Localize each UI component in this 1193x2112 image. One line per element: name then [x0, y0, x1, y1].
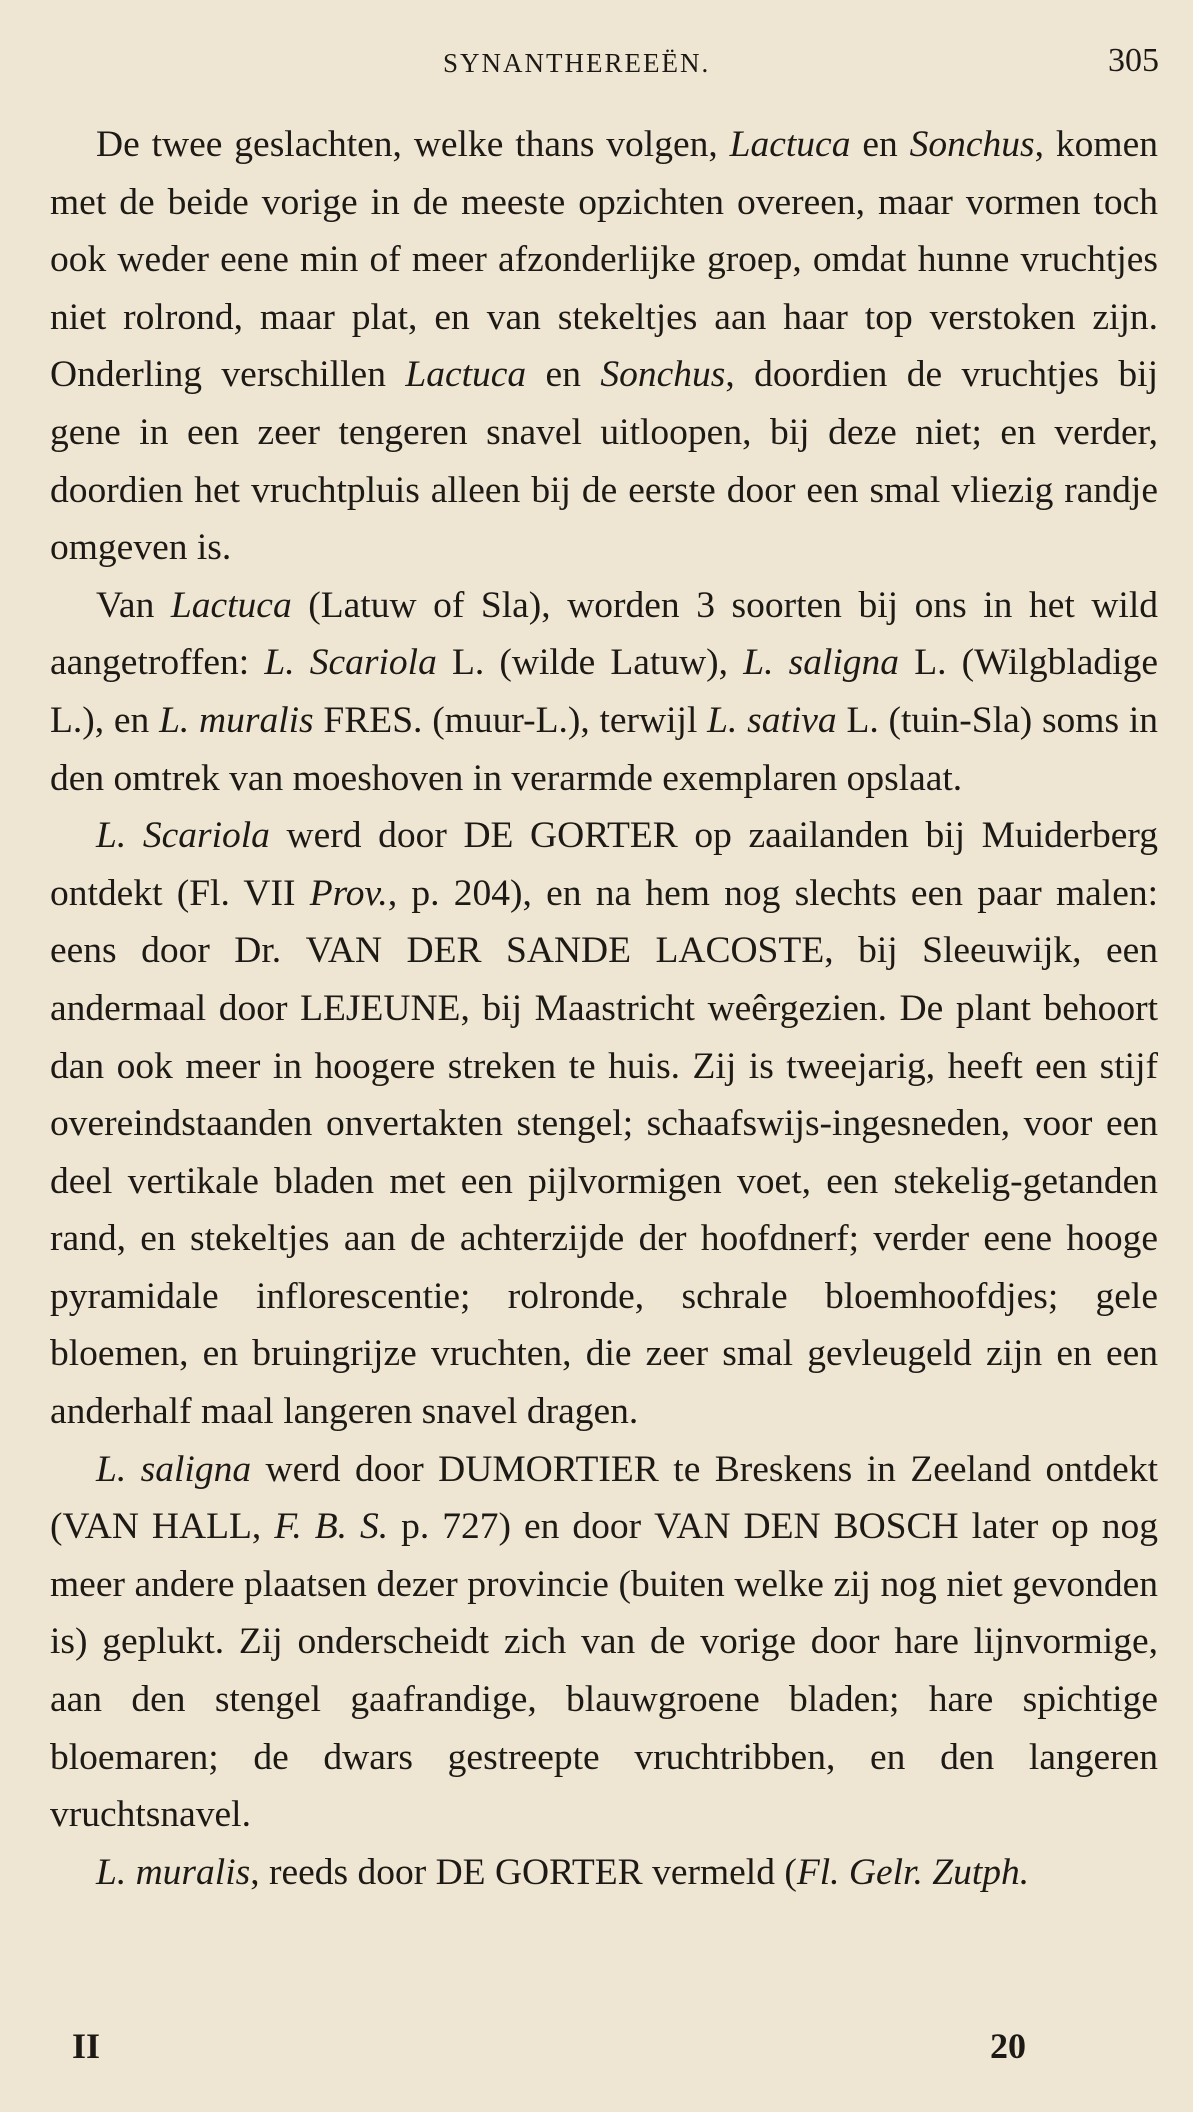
signature-mark: II: [72, 2026, 101, 2066]
italic-term: Sonchus: [600, 354, 726, 396]
italic-term: L. muralis: [159, 699, 314, 741]
italic-term: L. sativa: [707, 699, 837, 741]
running-title: SYNANTHEREEËN.: [443, 48, 711, 78]
italic-term: F. B. S.: [274, 1506, 389, 1548]
italic-term: Lactuca: [405, 354, 527, 396]
small-caps-name: VAN DER SANDE LACOSTE: [305, 930, 825, 972]
paragraph-l-saligna: L. saligna werd door DUMORTIER te Breskens in Zeeland ontdekt (VAN HALL, F. B. S. p. 727) en door VAN DEN BOSCH later op nog meer andere plaatsen dezer provincie (buiten welke zij nog niet gevonden is) geplukt. Zij onderscheidt zich van de vorige door hare lijnvormige, aan den stengel gaafrandige, blauwgroene bladen; hare spichtige bloemaren; de dwars gestreepte vruchtribben, en den langeren vruchtsnavel.: [50, 1448, 1158, 1836]
sheet-number: 20: [990, 2026, 1026, 2066]
paragraph-l-scariola: L. Scariola werd door DE GORTER op zaailanden bij Muiderberg ontdekt (Fl. VII Prov., p. 204), en na hem nog slechts een paar malen: eens door Dr. VAN DER SANDE LACOSTE, bij Sleeuwijk, een andermaal door LEJEUNE, bij Maastricht weêrgezien. De plant behoort dan ook meer in hoogere streken te huis. Zij is tweejarig, heeft een stijf overeindstaanden onvertakten stengel; schaafswijs-ingesneden, voor een deel vertikale bladen met een pijlvormigen voet, een stekelig-getanden rand, en stekeltjes aan de achterzijde der hoofdnerf; verder eene hooge pyramidale inflorescentie; rolronde, schrale bloemhoofdjes; gele bloemen, en bruingrijze vruchten, die zeer smal gevleugeld zijn en een anderhalf maal langeren snavel dragen.: [50, 815, 1159, 1433]
italic-term: L. saligna: [96, 1448, 252, 1490]
page-number: 305: [1108, 42, 1159, 79]
page-footer: [0, 2025, 1193, 2075]
italic-term: Lactuca: [170, 584, 292, 626]
small-caps-name: VAN DEN BOSCH: [654, 1506, 959, 1548]
italic-term: L. saligna: [743, 642, 900, 684]
paragraph-lactuca-species: Van Lactuca (Latuw of Sla), worden 3 soorten bij ons in het wild aangetroffen: L. Scariola L. (wilde Latuw), L. saligna L. (Wilgbladige L.), en L. muralis FRES. (muur-L.), terwijl L. sativa L. (tuin-Sla) soms in den omtrek van moeshoven in verarmde exemplaren opslaat.: [50, 584, 1158, 799]
italic-term: Fl. Gelr. Zutph.: [796, 1851, 1030, 1893]
italic-term: L. muralis: [96, 1851, 251, 1893]
italic-term: Lactuca: [729, 124, 851, 165]
small-caps-name: LEJEUNE: [300, 987, 461, 1029]
italic-term: L. Scariola: [96, 815, 270, 857]
paragraph-lactuca-sonchus: De twee geslachten, welke thans volgen, Lactuca en Sonchus, komen met de beide vorige in de meeste opzichten overeen, maar vormen toch ook weder eene min of meer afzonderlijke groep, omdat hunne vruchtjes niet rolrond, maar plat, en van stekeltjes aan haar top verstoken zijn. Onderling verschillen Lactuca en Sonchus, doordien de vruchtjes bij gene in een zeer tengeren snavel uitloopen, bij deze niet; en verder, doordien het vruchtpluis alleen bij de eerste door een smal vliezig randje omgeven is.: [50, 124, 1158, 569]
italic-term: Sonchus: [909, 124, 1035, 165]
small-caps-name: DE GORTER: [463, 815, 678, 857]
running-head: [0, 42, 1193, 82]
small-caps-name: VAN HALL: [62, 1506, 252, 1548]
small-caps-name: DE GORTER: [435, 1851, 643, 1893]
small-caps-name: DUMORTIER: [438, 1448, 659, 1490]
italic-term: Prov.: [309, 872, 388, 914]
small-caps-name: FRES.: [323, 699, 423, 741]
italic-term: L. Scariola: [264, 642, 437, 684]
paragraph-l-muralis: L. muralis, reeds door DE GORTER vermeld (Fl. Gelr. Zutph.: [96, 1851, 1030, 1893]
body-text: [50, 116, 1158, 1901]
